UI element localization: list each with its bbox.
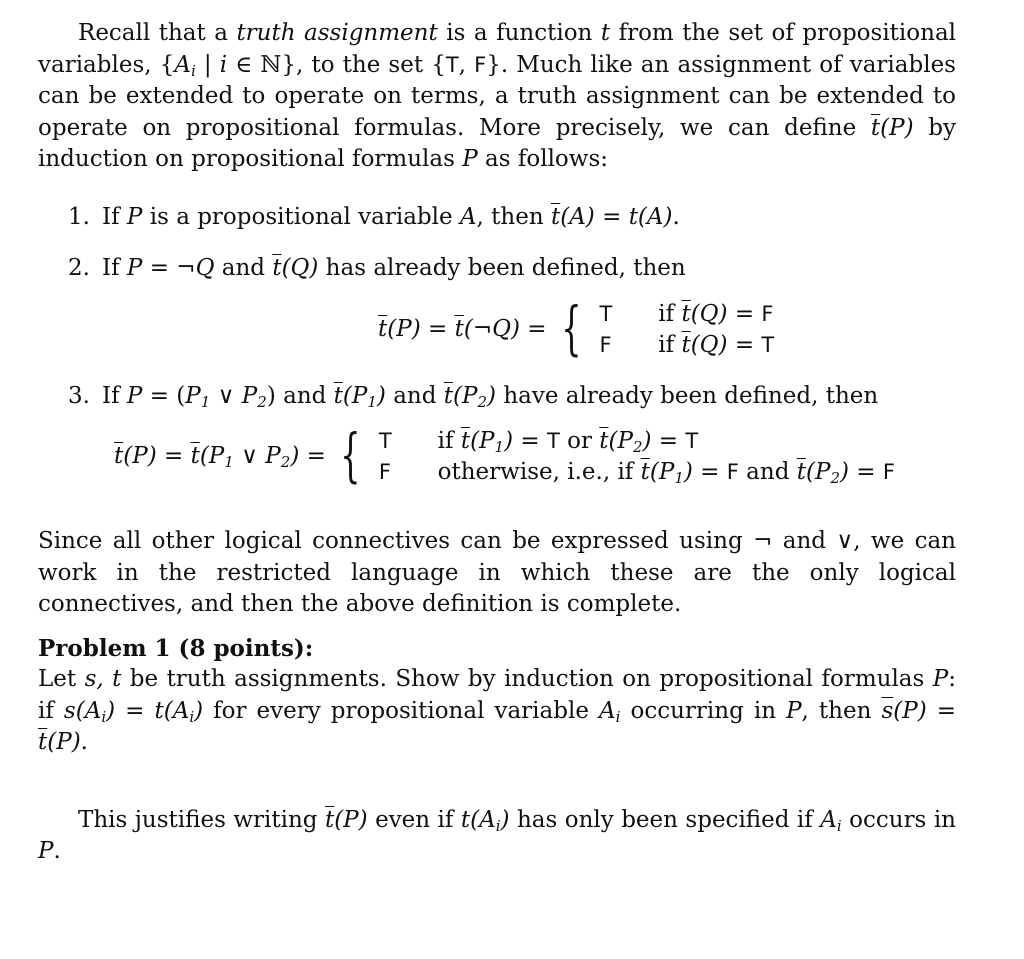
disjunction-case-equation: $\overline{t}(P) = \overline{t}(P_1$ ∨ $P_2$) = { T if $\overline{t}(P_1) = T$ or $\overline{t}(P_2) = T$ F otherwise, i.e., if $\overline{t}(P_1) = F$ and $\overline{t}(P_2) = F$ <box>114 421 895 489</box>
truth-assignment-term: truth assignment <box>236 20 438 46</box>
document-page <box>38 18 956 868</box>
list-item-1: 1. If P is a propositional variable A, then $\overline{t}(A) = t(A)$. <box>38 202 956 234</box>
list-number: 3. <box>68 382 90 409</box>
problem-statement: Let s, t be truth assignments. Show by induction on propositional formulas P: if $s(A_i) = t(A_i)$ for every propositional variable $A_i$ occurring in P, then $\overline{s}(P) = \overline{t}(P)$. <box>38 666 956 755</box>
list-number: 1. <box>68 203 90 230</box>
left-brace: { <box>560 293 582 362</box>
intro-paragraph: Recall that a truth assignment is a function t from the set of propositional variables, {$A_i$ | i ∈ ℕ}, to the set {T, F}. Much like an assignment of variables can be extended to operate on terms, a truth assignment can be extended to operate on propositional formulas. More precisely, we can define $\overline{t}(P)$ by induction on propositional formulas P as follows: <box>38 20 957 172</box>
list-item-2: 2. If P = ¬Q and $\overline{t}(Q)$ has already been defined, then $\overline{t}(P)$ = $\overline{t}(\neg Q)$ = { T if $\overline{t}(Q) = F$ F if $\overline{t}(Q) = T$ <box>38 253 956 361</box>
problem-title: Problem 1 (8 points): <box>38 634 314 662</box>
closing-paragraph: This justifies writing $\overline{t}(P)$ even if $t(A_i)$ has only been specified if $A_i$ occurs in P. <box>38 806 956 864</box>
list-number: 2. <box>68 255 90 281</box>
negation-case-equation: $\overline{t}(P)$ = $\overline{t}(\neg Q)$ = { T if $\overline{t}(Q) = F$ F if $\overline{t}(Q) = T$ <box>378 293 775 362</box>
intro-text: Recall that a <box>78 20 237 46</box>
left-brace: { <box>340 421 361 489</box>
list-item-3: 3. If $P = (P_1$ ∨ $P_2$) and $\overline{t}(P_1)$ and $\overline{t}(P_2)$ have already been defined, then <box>68 382 879 411</box>
connectives-paragraph: Since all other logical connectives can be expressed using ¬ and ∨, we can work in the restricted language in which these are the only logical connectives, and then the above definition is complete. <box>38 528 956 617</box>
definition-list <box>38 202 956 413</box>
